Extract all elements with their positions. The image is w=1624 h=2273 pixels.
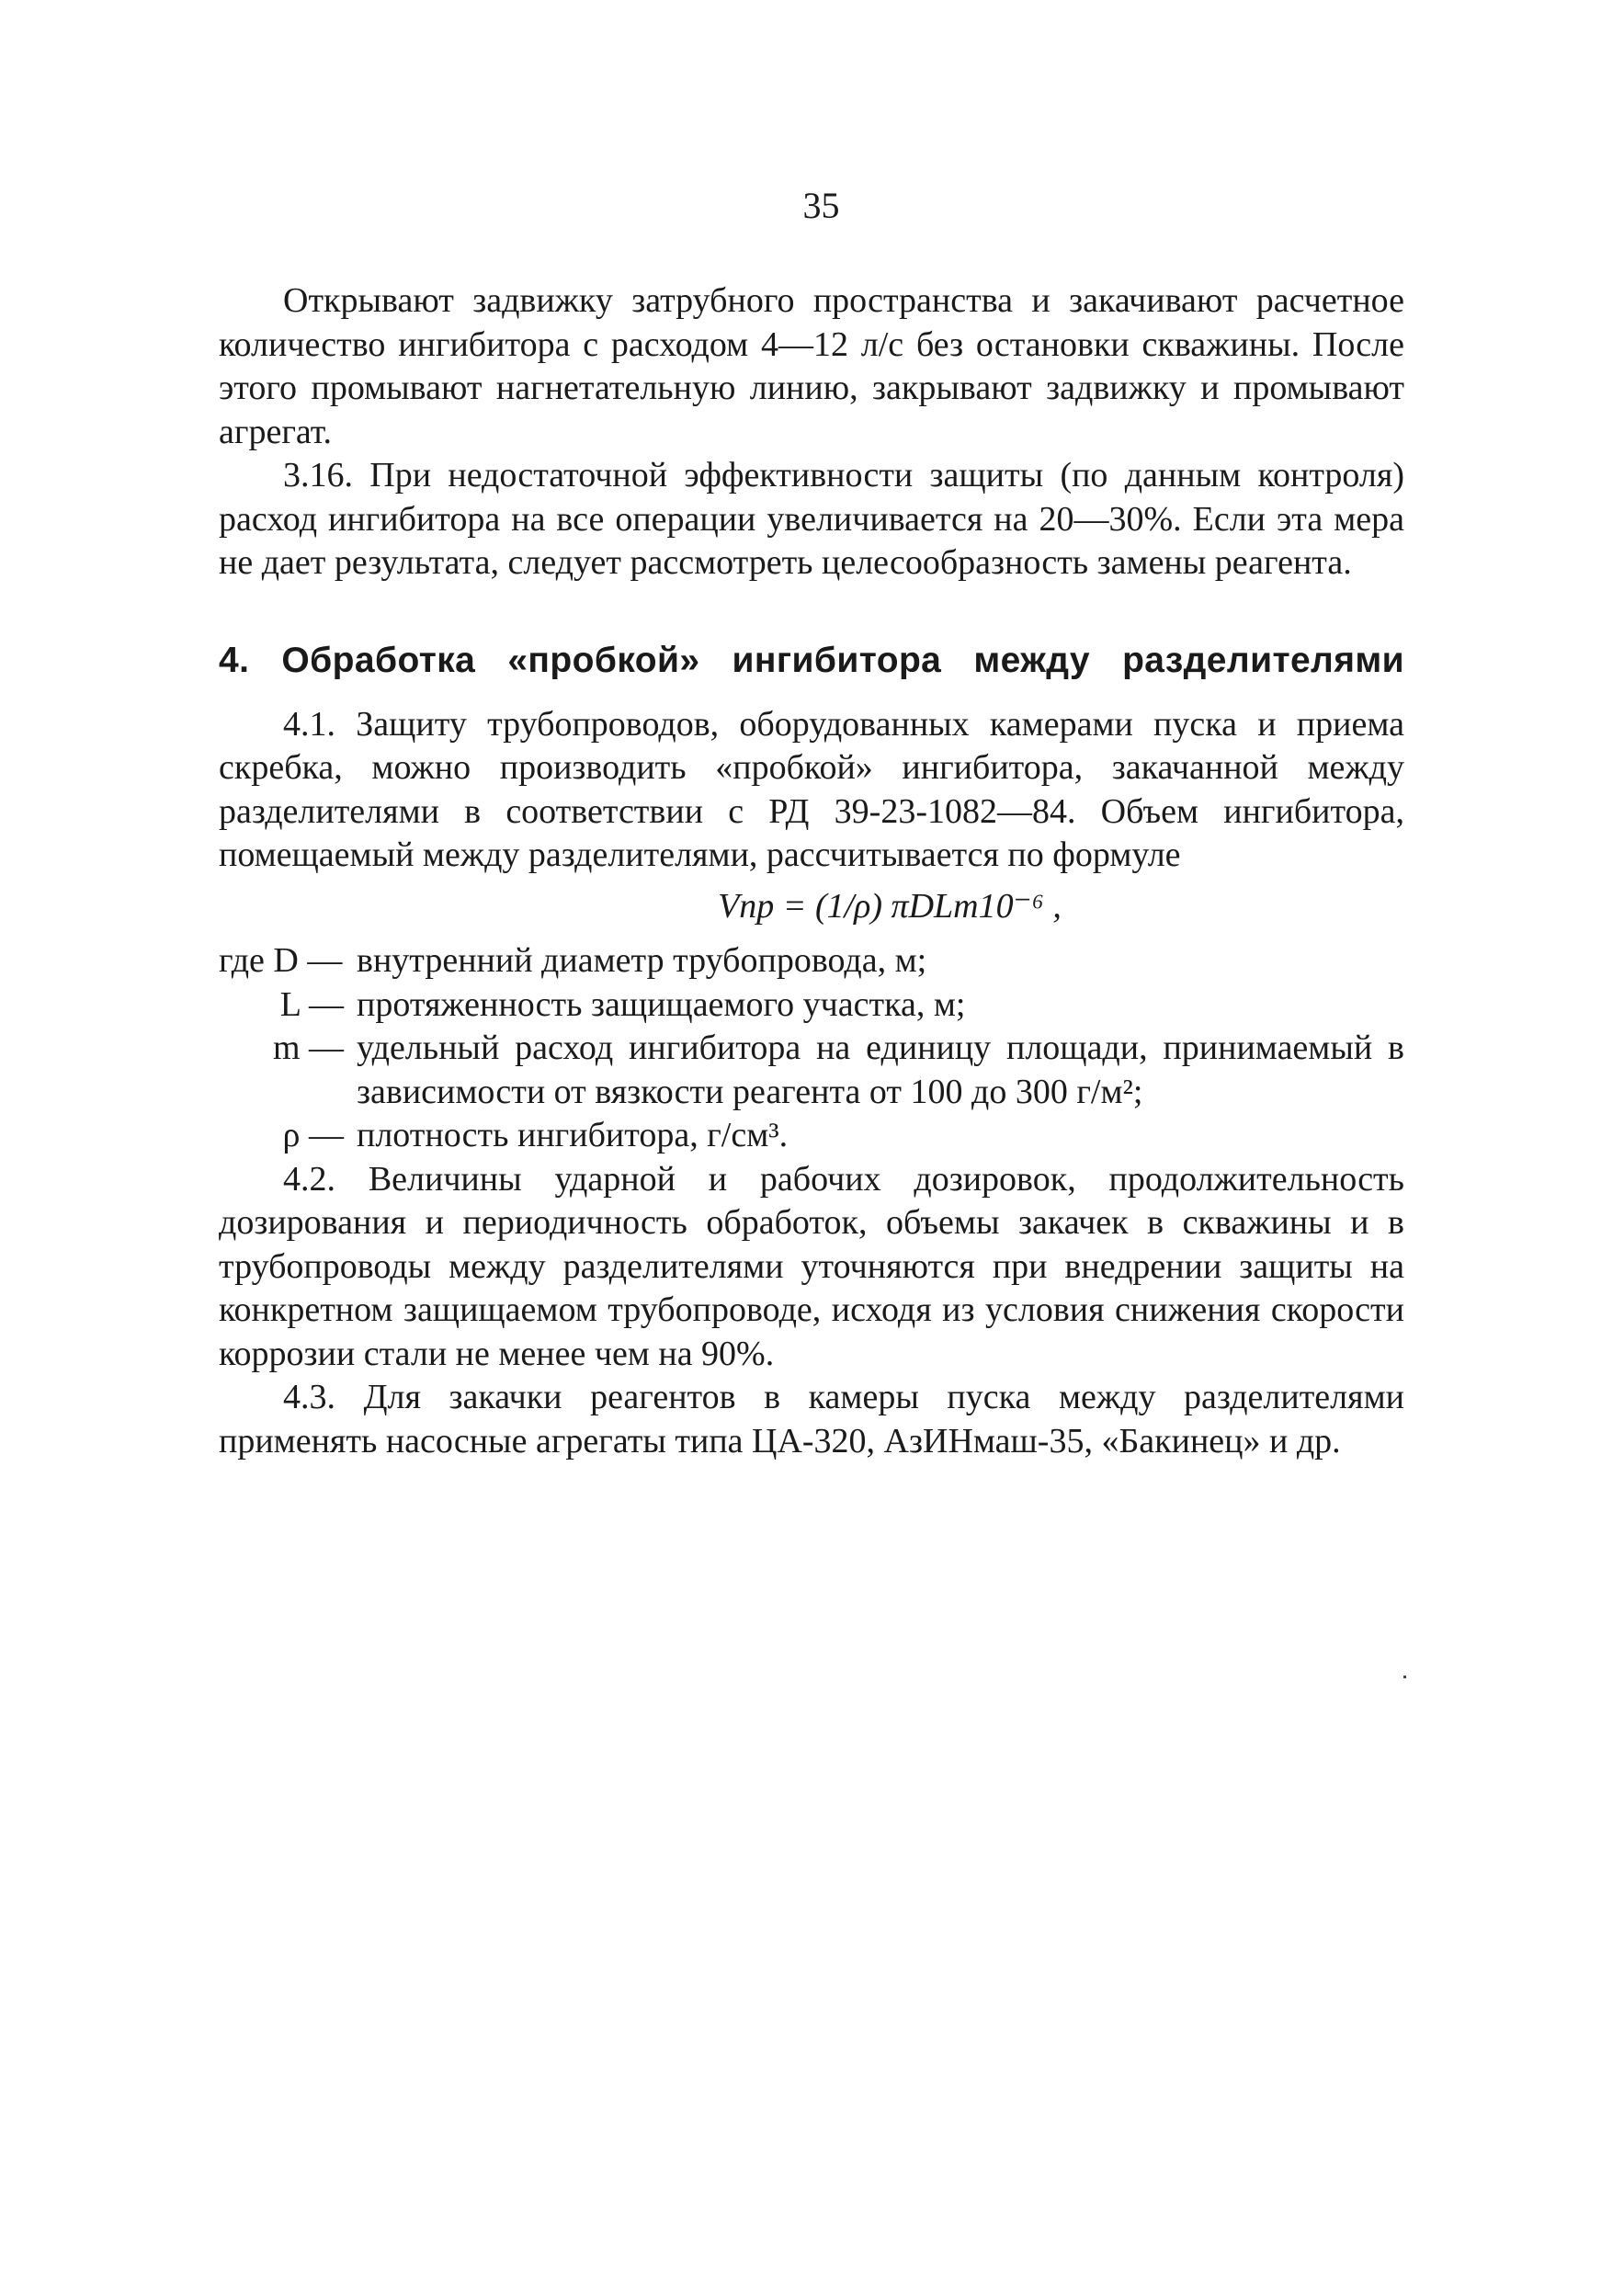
scan-speck bbox=[1403, 1676, 1406, 1678]
definition-text-d: внутренний диаметр трубопровода, м; bbox=[357, 941, 927, 980]
paragraph-3-16: 3.16. При недостаточной эффективности защиты (по данным контроля) расход ингибитора на все операции увеличивается на 20—30%. Если эта мера не дает результата, следует рассмотреть целесообразность замены реагента. bbox=[219, 456, 1404, 582]
section-heading-4: 4. Обработка «пробкой» ингибитора между разделителями bbox=[219, 640, 1404, 680]
paragraph-4-3: 4.3. Для закачки реагентов в камеры пуска между разделителями применять насосные агрегаты типа ЦА-320, АзИНмаш-35, «Бакинец» и др. bbox=[219, 1378, 1404, 1460]
definition-row-d bbox=[219, 939, 1404, 983]
definition-symbol-m: m — bbox=[272, 1029, 344, 1067]
paragraph-4-1: 4.1. Защиту трубопроводов, оборудованных камерами пуска и приема скребка, можно производить «пробкой» ингибитора, закачанной между разделителями в соответствии с РД 39-23-1082—84. Объем ингибитора, помещаемый между разделителями, рассчитывается по формуле bbox=[219, 704, 1404, 874]
definition-symbol-d: где D — bbox=[219, 941, 343, 980]
definition-symbol-l: L — bbox=[279, 984, 344, 1024]
definition-symbol-rho: ρ — bbox=[282, 1116, 344, 1154]
definition-text-rho: плотность ингибитора, г/см³. bbox=[357, 1116, 789, 1154]
definition-row-m bbox=[219, 1027, 1404, 1114]
definition-text-l: протяженность защищаемого участка, м; bbox=[357, 984, 966, 1024]
definition-row-l bbox=[219, 983, 1404, 1028]
volume-formula: Vпр = (1/ρ) πDLm10⁻⁶ , bbox=[718, 886, 1062, 926]
page-number: 35 bbox=[802, 185, 840, 226]
definition-row-rho bbox=[219, 1114, 1404, 1158]
paragraph-injection-procedure: Открывают задвижку затрубного пространства и закачивают расчетное количество ингибитора с расходом 4—12 л/с без остановки скважины. После этого промывают нагнетательную линию, закрывают задвижку и промывают агрегат. bbox=[219, 281, 1404, 451]
definition-text-m: удельный расход ингибитора на единицу площади, принимаемый в зависимости от вязкости реагента от 100 до 300 г/м²; bbox=[357, 1029, 1404, 1111]
page-content bbox=[219, 279, 1404, 1463]
formula-definitions bbox=[219, 939, 1404, 1158]
paragraph-4-2: 4.2. Величины ударной и рабочих дозировок, продолжительность дозирования и периодичность обработок, объемы закачек в скважины и в трубопроводы между разделителями уточняются при внедрении защиты на конкретном защищаемом трубопроводе, исходя из условия снижения скорости коррозии стали не менее чем на 90%. bbox=[219, 1159, 1404, 1373]
